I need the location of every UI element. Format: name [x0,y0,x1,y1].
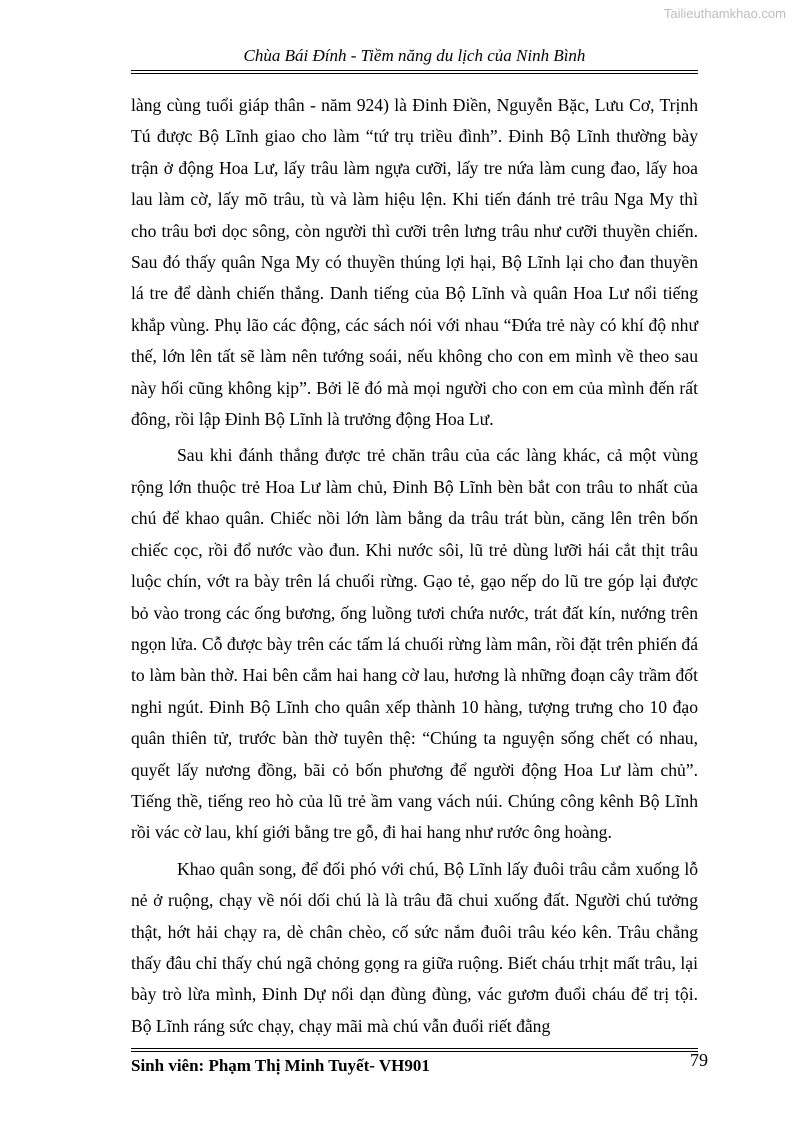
paragraph-3: Khao quân song, để đối phó với chú, Bộ Lĩnh lấy đuôi trâu cắm xuống lỗ nẻ ở ruộng, chạy về nói dối chú là là trâu đã chui xuống đất. Người chú tưởng thật, hớt hải chạy ra, dè chân chèo, cố sức nắm đuôi trâu kéo kên. Trâu chẳng thấy đâu chỉ thấy chú ngã chỏng gọng ra giữa ruộng. Biết cháu trhịt mất trâu, lại bày trò lừa mình, Đinh Dự nổi dạn đùng đùng, vác gươm đuổi cháu để trị tội. Bộ Lĩnh ráng sức chạy, chạy mãi mà chú vẫn đuổi riết đằng [131,858,698,1036]
body-text [131,90,698,1042]
watermark: Tailieuthamkhao.com [663,6,786,21]
footer-author: Sinh viên: Phạm Thị Minh Tuyết- VH901 [131,1056,430,1075]
paragraph-2: Sau khi đánh thắng được trẻ chăn trâu của các làng khác, cả một vùng rộng lớn thuộc trẻ Hoa Lư làm chủ, Đinh Bộ Lĩnh bèn bắt con trâu to nhất của chú để khao quân. Chiếc nồi lớn làm bằng da trâu trát bùn, căng lên trên bốn chiếc cọc, rồi đổ nước vào đun. Khi nước sôi, lũ trẻ dùng lưỡi hái cắt thịt trâu luộc chín, vớt ra bày trên lá chuối rừng. Gạo tẻ, gạo nếp do lũ tre góp lại được bỏ vào trong các ống bương, ống luồng tươi chứa nước, trát đất kín, nướng trên ngọn lửa. Cỗ được bày trên các tấm lá chuối rừng làm mân, rồi đặt trên phiến đá to làm bàn thờ. Hai bên cắm hai hang cờ lau, hương là những đoạn cây trầm đốt nghi ngút. Đinh Bộ Lĩnh cho quân xếp thành 10 hàng, tượng trưng cho 10 đạo quân thiên tử, trước bàn thờ tuyên thệ: “Chúng ta nguyện sống chết có nhau, quyết lấy nương đồng, bãi cỏ bốn phương để người động Hoa Lư làm chủ”. Tiếng thề, tiếng reo hò của lũ trẻ ầm vang vách núi. Chúng công kênh Bộ Lĩnh rồi vác cờ lau, khí giới bằng tre gỗ, đi hai hang như rước ông hoàng. [131,445,698,843]
page-number: 79 [690,1050,708,1070]
paragraph-1: làng cùng tuổi giáp thân - năm 924) là Đinh Điền, Nguyễn Bặc, Lưu Cơ, Trịnh Tú được Bộ Lĩnh giao cho làm “tứ trụ triều đình”. Đinh Bộ Lĩnh thường bày trận ở động Hoa Lư, lấy trâu làm ngựa cưỡi, lấy tre nứa làm cung đao, lấy hoa lau làm cờ, lấy mõ trâu, tù và làm hiệu lện. Khi tiến đánh trẻ trâu Nga My thì cho trâu bơi dọc sông, còn người thì cưỡi trên lưng trâu như cưỡi thuyền chiến. Sau đó thấy quân Nga My có thuyền thúng lợi hại, Bộ Lĩnh lại cho đan thuyền lá tre để dành chiến thắng. Danh tiếng của Bộ Lĩnh và quân Hoa Lư nổi tiếng khắp vùng. Phụ lão các động, các sách nói với nhau “Đứa trẻ này có khí độ như thế, lớn lên tất sẽ làm nên tướng soái, nếu không cho con em mình về theo sau này hối cũng không kịp”. Bởi lẽ đó mà mọi người cho con em của mình đến rất đông, rồi lập Đinh Bộ Lĩnh là trưởng động Hoa Lư. [131,95,698,430]
footer-divider [131,1048,698,1052]
header-divider [131,70,698,74]
page-header-title: Chùa Bái Đính - Tiềm năng du lịch của Ninh Bình [243,46,586,65]
